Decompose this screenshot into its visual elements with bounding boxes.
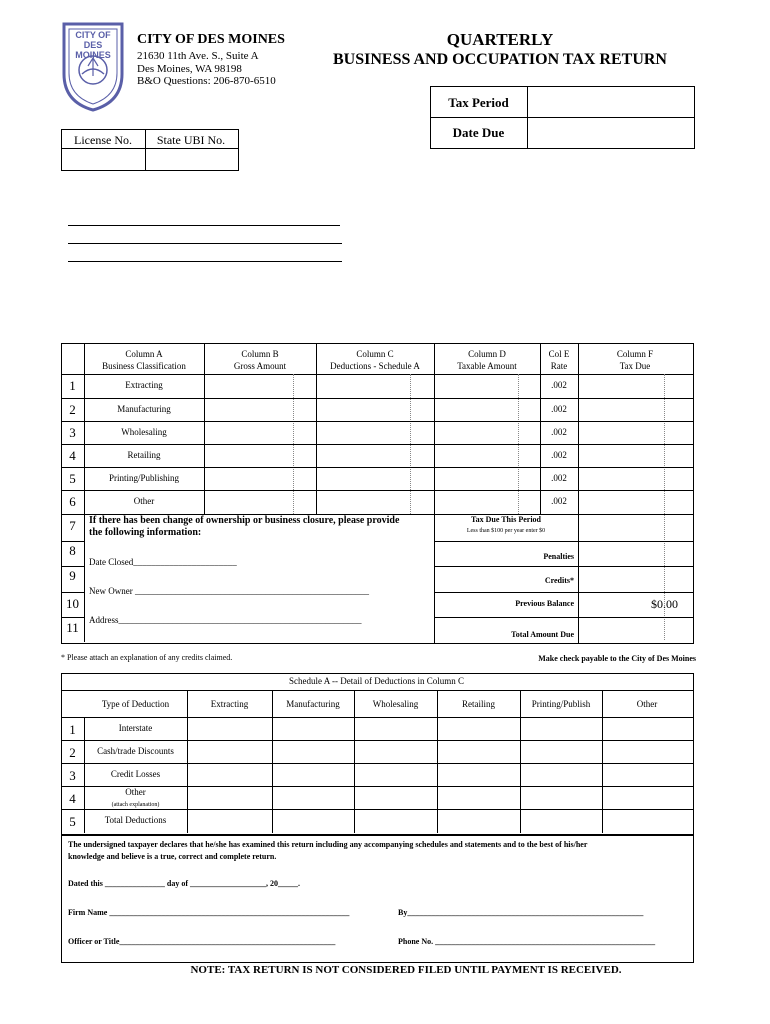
- schedule-cell[interactable]: [439, 742, 518, 762]
- deductions-field[interactable]: [318, 400, 432, 420]
- tax-due-field[interactable]: [580, 469, 690, 489]
- owner-address-field[interactable]: Address______________________________________________________: [89, 615, 362, 625]
- col-a-header: Column A Business Classification: [102, 349, 186, 371]
- date-due-label: Date Due: [452, 125, 505, 140]
- classification-label: Retailing: [127, 450, 161, 460]
- schedule-header: Manufacturing: [286, 699, 340, 709]
- schedule-cell[interactable]: [604, 742, 690, 762]
- city-name: CITY OF DES MOINES: [137, 32, 285, 47]
- gross-amount-field[interactable]: [206, 446, 314, 466]
- name-line[interactable]: [68, 225, 340, 226]
- tax-period-label: Tax Period: [448, 95, 509, 110]
- date-closed-field[interactable]: Date Closed_______________________: [89, 557, 237, 567]
- tax-period-field[interactable]: [529, 88, 692, 116]
- col-c-header: Column C Deductions - Schedule A: [330, 349, 420, 371]
- row-number: 7: [69, 518, 76, 533]
- classification-label: Extracting: [125, 380, 163, 390]
- seal-text: CITY OF DES MOINES: [75, 30, 111, 60]
- schedule-header: Printing/Publish: [531, 699, 591, 709]
- schedule-cell[interactable]: [274, 788, 352, 808]
- taxable-amount-field[interactable]: [436, 376, 538, 396]
- row-number: 3: [69, 768, 76, 783]
- col-f-header: Column F Tax Due: [616, 349, 654, 371]
- form-title-1: QUARTERLY: [446, 30, 554, 49]
- schedule-cell[interactable]: [356, 765, 435, 785]
- phone-field[interactable]: Phone No. _______________________________________________________: [398, 937, 656, 946]
- city-line[interactable]: [68, 261, 342, 262]
- schedule-cell[interactable]: [439, 719, 518, 739]
- rate-value: .002: [551, 496, 567, 506]
- taxable-amount-field[interactable]: [436, 423, 538, 443]
- declaration-text: The undersigned taxpayer declares that he/she has examined this return including any accompanying schedules and statements and to the best of his/her knowledge and believe is a true, correct and complete return.: [68, 840, 588, 861]
- row-number: 5: [69, 471, 76, 486]
- deductions-field[interactable]: [318, 423, 432, 443]
- gross-amount-field[interactable]: [206, 423, 314, 443]
- license-no-label: License No.: [74, 133, 132, 147]
- address-line-3: B&O Questions: 206-870-6510: [137, 75, 276, 87]
- deductions-field[interactable]: [318, 376, 432, 396]
- col-e-header: Col E Rate: [548, 349, 570, 371]
- payable-note: Make check payable to the City of Des Moines: [538, 654, 696, 663]
- dated-field[interactable]: Dated this _______________ day of ___________________, 20_____.: [68, 879, 301, 888]
- row-number: 6: [69, 494, 76, 509]
- row-number: 11: [66, 620, 79, 635]
- schedule-cell[interactable]: [356, 811, 435, 831]
- tax-due-period-label: Tax Due This Period Less than $100 per year enter $0: [466, 515, 546, 534]
- form-title-2: BUSINESS AND OCCUPATION TAX RETURN: [333, 51, 667, 68]
- schedule-cell[interactable]: [189, 788, 270, 808]
- tax-due-field[interactable]: [580, 492, 690, 512]
- schedule-cell[interactable]: [522, 719, 600, 739]
- schedule-header: Type of Deduction: [101, 699, 170, 709]
- gross-amount-field[interactable]: [206, 469, 314, 489]
- credits-note: * Please attach an explanation of any credits claimed.: [61, 653, 233, 662]
- schedule-header: Wholesaling: [372, 699, 419, 709]
- tax-due-field[interactable]: [580, 446, 690, 466]
- schedule-cell[interactable]: [522, 788, 600, 808]
- schedule-cell[interactable]: [604, 765, 690, 785]
- taxable-amount-field[interactable]: [436, 469, 538, 489]
- previous-balance-label: Previous Balance: [515, 599, 574, 608]
- deductions-field[interactable]: [318, 469, 432, 489]
- schedule-header: Other: [636, 699, 658, 709]
- city-seal: [60, 16, 126, 112]
- schedule-a-title: Schedule A -- Detail of Deductions in Column C: [289, 676, 464, 686]
- schedule-cell[interactable]: [356, 788, 435, 808]
- classification-label: Wholesaling: [121, 427, 167, 437]
- taxable-amount-field[interactable]: [436, 492, 538, 512]
- schedule-header: Retailing: [462, 699, 495, 709]
- license-no-field[interactable]: [63, 150, 144, 168]
- rate-value: .002: [551, 450, 567, 460]
- tax-due-field[interactable]: [580, 376, 690, 396]
- deduction-type: Total Deductions: [104, 815, 167, 825]
- row-number: 4: [69, 791, 76, 806]
- tax-due-field[interactable]: [580, 400, 690, 420]
- change-notice: If there has been change of ownership or business closure, please provide the following information:: [89, 515, 400, 538]
- tax-due-field[interactable]: [580, 423, 690, 443]
- row-number: 10: [66, 596, 79, 611]
- col-d-header: Column D Taxable Amount: [457, 349, 517, 371]
- classification-label: Printing/Publishing: [108, 473, 179, 483]
- schedule-cell[interactable]: [604, 719, 690, 739]
- total-due-label: Total Amount Due: [511, 630, 574, 639]
- rate-value: .002: [551, 404, 567, 414]
- address-line-2: Des Moines, WA 98198: [137, 63, 242, 75]
- deductions-field[interactable]: [318, 446, 432, 466]
- deduction-type: Other (attach explanation): [111, 787, 160, 808]
- officer-title-field[interactable]: Officer or Title______________________________________________________: [68, 937, 336, 946]
- taxable-amount-field[interactable]: [436, 446, 538, 466]
- date-due-field[interactable]: [529, 119, 692, 146]
- firm-name-field[interactable]: Firm Name ____________________________________________________________: [68, 908, 350, 917]
- gross-amount-field[interactable]: [206, 400, 314, 420]
- schedule-cell[interactable]: [604, 811, 690, 831]
- schedule-cell[interactable]: [439, 765, 518, 785]
- gross-amount-field[interactable]: [206, 492, 314, 512]
- schedule-cell[interactable]: [189, 811, 270, 831]
- row-number: 2: [69, 745, 76, 760]
- state-ubi-label: State UBI No.: [156, 133, 226, 147]
- row-number: 8: [69, 543, 76, 558]
- col-b-header: Column B Gross Amount: [233, 349, 287, 371]
- deductions-field[interactable]: [318, 492, 432, 512]
- deduction-type: Credit Losses: [110, 769, 161, 779]
- schedule-cell[interactable]: [522, 765, 600, 785]
- by-field[interactable]: By___________________________________________________________: [398, 908, 644, 917]
- classification-label: Manufacturing: [117, 404, 171, 414]
- rate-value: .002: [551, 473, 567, 483]
- schedule-cell[interactable]: [274, 765, 352, 785]
- footer-note: NOTE: TAX RETURN IS NOT CONSIDERED FILED UNTIL PAYMENT IS RECEIVED.: [190, 964, 622, 976]
- row-number: 5: [69, 814, 76, 829]
- schedule-cell[interactable]: [439, 788, 518, 808]
- gross-amount-field[interactable]: [206, 376, 314, 396]
- schedule-cell[interactable]: [356, 719, 435, 739]
- schedule-cell[interactable]: [274, 811, 352, 831]
- row-number: 1: [69, 378, 76, 393]
- row-number: 9: [69, 568, 76, 583]
- credits-label: Credits*: [544, 576, 574, 585]
- row-number: 3: [69, 425, 76, 440]
- row-number: 4: [69, 448, 76, 463]
- row-number: 2: [69, 402, 76, 417]
- deduction-type: Cash/trade Discounts: [97, 746, 174, 756]
- schedule-cell[interactable]: [356, 742, 435, 762]
- row-number: 1: [69, 722, 76, 737]
- schedule-cell[interactable]: [522, 811, 600, 831]
- address-line-1: 21630 11th Ave. S., Suite A: [137, 50, 259, 62]
- new-owner-field[interactable]: New Owner ____________________________________________________: [89, 586, 369, 596]
- schedule-header: Extracting: [210, 699, 249, 709]
- schedule-cell[interactable]: [189, 765, 270, 785]
- previous-balance-value[interactable]: $0.00: [651, 597, 678, 611]
- schedule-cell[interactable]: [189, 719, 270, 739]
- schedule-cell[interactable]: [604, 788, 690, 808]
- schedule-cell[interactable]: [189, 742, 270, 762]
- deduction-type: Interstate: [118, 723, 153, 733]
- taxable-amount-field[interactable]: [436, 400, 538, 420]
- schedule-cell[interactable]: [522, 742, 600, 762]
- schedule-cell[interactable]: [274, 742, 352, 762]
- address-line[interactable]: [68, 243, 342, 244]
- schedule-cell[interactable]: [439, 811, 518, 831]
- classification-label: Other: [133, 496, 155, 506]
- rate-value: .002: [551, 380, 567, 390]
- rate-value: .002: [551, 427, 567, 437]
- schedule-cell[interactable]: [274, 719, 352, 739]
- state-ubi-field[interactable]: [147, 150, 236, 168]
- penalties-label: Penalties: [543, 552, 574, 561]
